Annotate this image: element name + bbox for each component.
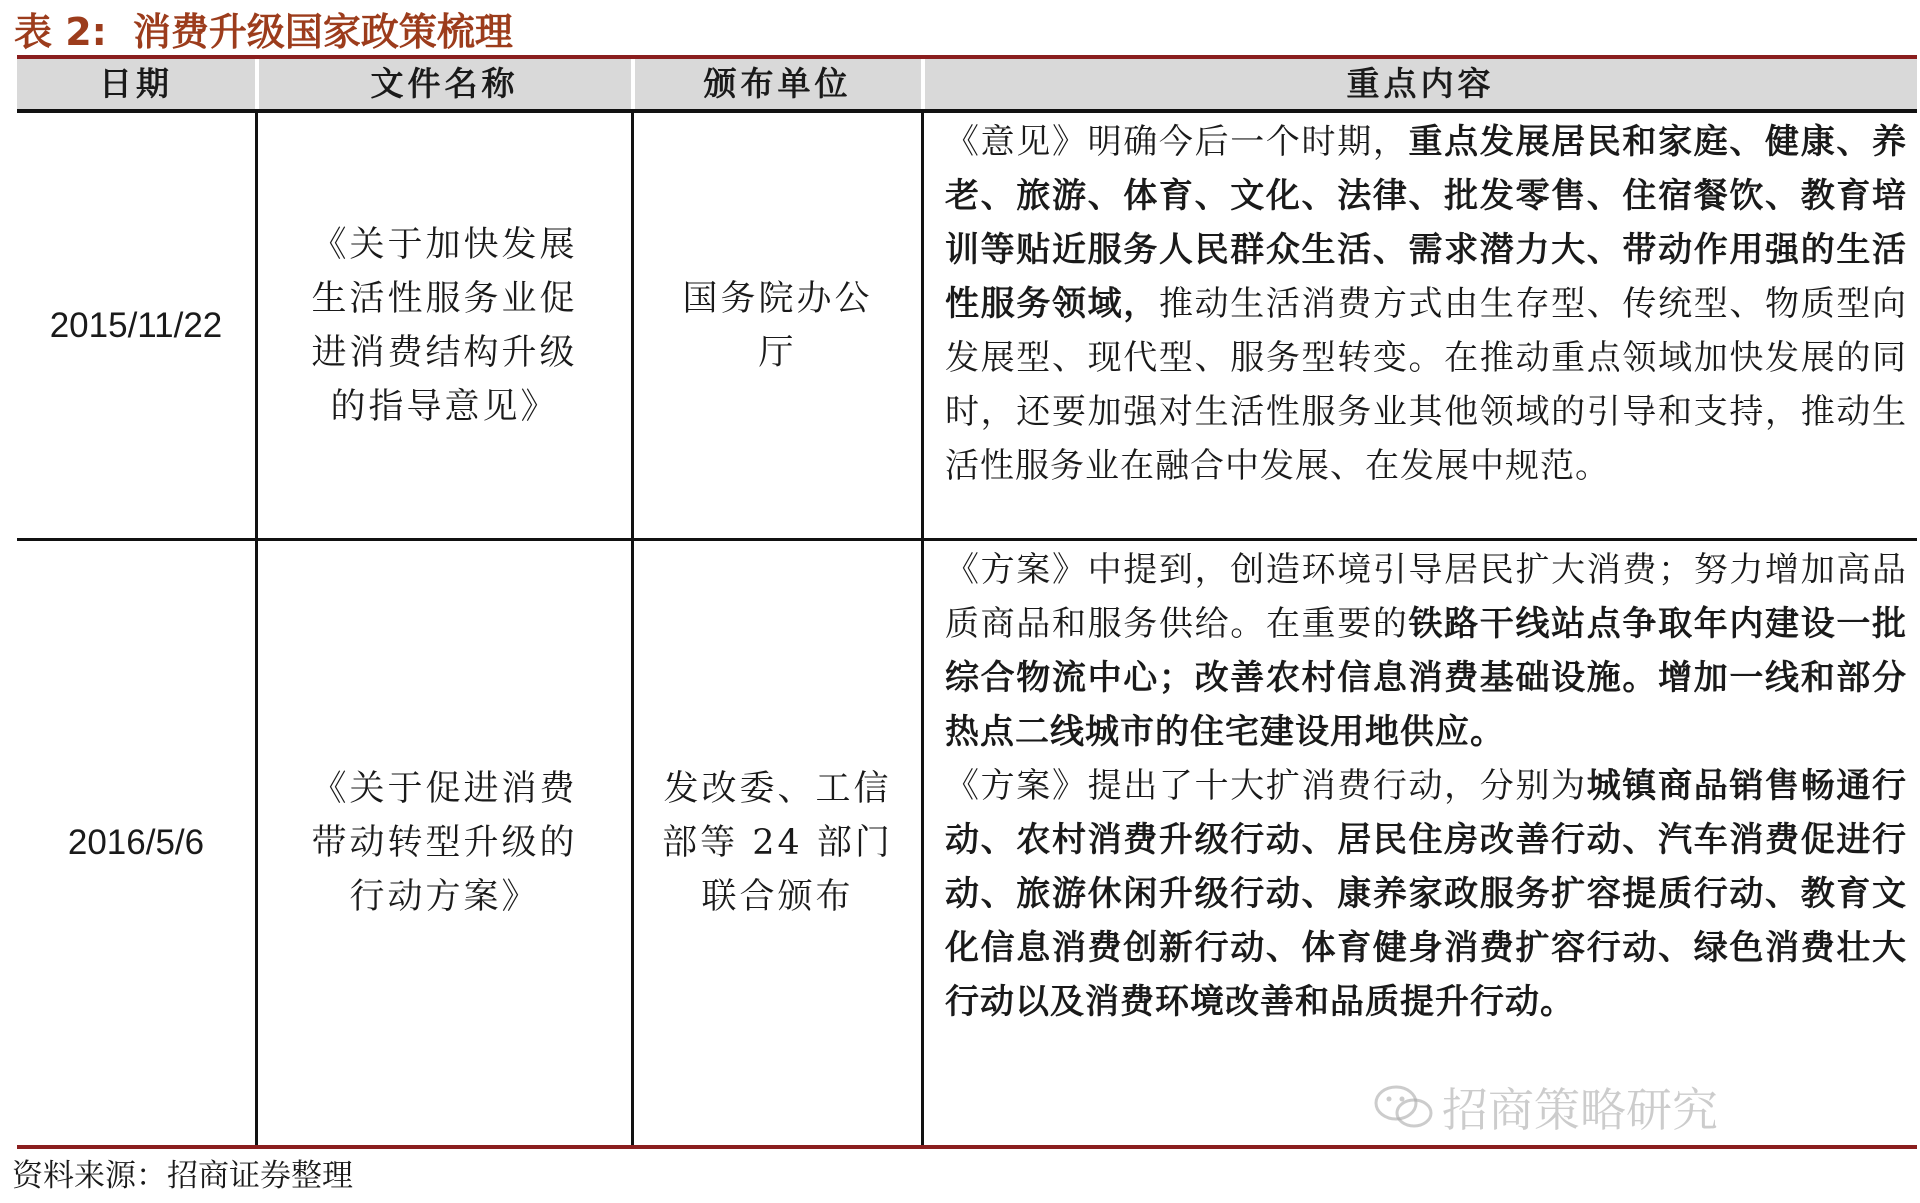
document-name-line: 的指导意见》 xyxy=(330,386,559,427)
table-title xyxy=(14,4,513,60)
table-caption: 消费升级国家政策梳理 xyxy=(132,10,513,54)
content-text: 推动生活消费方式由生存型、传统型、物质型向发展型、现代型、服务型转变。在推动重点领域加快发展的同时，还要加强对生活性服务业其他领域的引导和支持，推动生活性服务业在融合中发展、在发展中规范。 xyxy=(945,284,1908,486)
content-text: 《意见》明确今后一个时期， xyxy=(945,122,1409,162)
document-name-cell xyxy=(258,541,631,1145)
issuer-line: 部等 24 部门 xyxy=(662,823,893,863)
header-date: 日期 xyxy=(99,64,173,103)
content-text-bold: 铁路干线站点争取年内建设一批综合物流中心；改善农村信息消费基础设施。增加一线和部分热点二线城市的住宅建设用地供应。 xyxy=(945,604,1907,752)
policy-table xyxy=(17,55,1917,1149)
issuer-cell xyxy=(634,541,921,1145)
source-note: 资料来源：招商证券整理 xyxy=(12,1158,353,1194)
document-name-line: 进消费结构升级 xyxy=(311,332,578,373)
content-paragraph xyxy=(945,115,1907,493)
watermark xyxy=(1372,1080,1718,1140)
column-divider xyxy=(921,59,924,1145)
content-text: 《方案》中提到，创造环境引导居民扩大消费；努力增加高品质商品和服务供给。在重要的 xyxy=(945,550,1907,644)
table-bottom-rule xyxy=(17,1145,1917,1149)
wechat-icon xyxy=(1372,1081,1436,1147)
document-name-line: 《关于促进消费 xyxy=(311,769,578,809)
table-row-date: 2015/11/22 xyxy=(49,305,223,345)
table-number: 表 2: xyxy=(14,10,107,54)
content-text-bold: 城镇商品销售畅通行动、农村消费升级行动、居民住房改善行动、汽车消费促进行动、旅游休闲升级行动、康养家政服务扩容提质行动、教育文化信息消费创新行动、体育健身消费扩容行动、绿色消费壮大行动以及消费环境改善和品质提升行动。 xyxy=(945,766,1908,1022)
key-content-cell xyxy=(945,543,1907,1029)
header-key-content: 重点内容 xyxy=(1346,64,1495,103)
document-name-line: 生活性服务业促 xyxy=(311,278,578,319)
document-name-line: 行动方案》 xyxy=(349,877,540,917)
document-name-line: 带动转型升级的 xyxy=(311,823,578,863)
issuer-line: 厅 xyxy=(758,332,797,373)
header-document-name: 文件名称 xyxy=(370,64,519,103)
document-name-cell xyxy=(258,113,631,538)
watermark-text: 招商策略研究 xyxy=(1442,1083,1718,1137)
issuer-line: 联合颁布 xyxy=(701,877,854,917)
issuer-cell xyxy=(634,113,921,538)
content-text-bold: 重点发展居民和家庭、健康、养老、旅游、体育、文化、法律、批发零售、住宿餐饮、教育培训等贴近服务人民群众生活、需求潜力大、带动作用强的生活性服务领域， xyxy=(945,122,1907,324)
header-issuer: 颁布单位 xyxy=(703,64,852,103)
content-paragraph xyxy=(945,759,1907,1029)
key-content-cell xyxy=(945,115,1907,493)
document-name-line: 《关于加快发展 xyxy=(311,224,578,265)
content-paragraph xyxy=(945,543,1907,759)
table-row-date: 2016/5/6 xyxy=(67,823,205,862)
issuer-line: 发改委、工信 xyxy=(663,769,892,809)
content-text: 《方案》提出了十大扩消费行动，分别为 xyxy=(945,766,1587,806)
issuer-line: 国务院办公 xyxy=(682,278,873,319)
